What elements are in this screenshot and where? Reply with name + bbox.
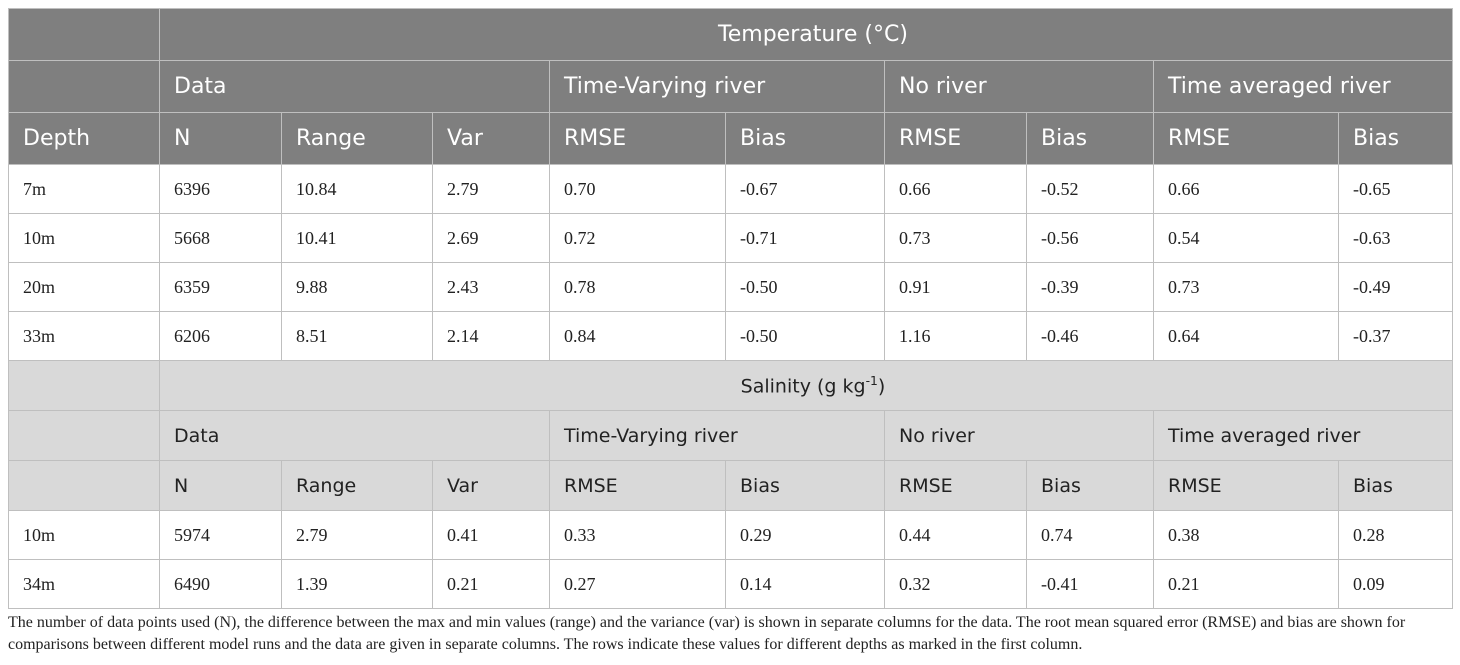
table-row: [9, 511, 1453, 560]
empty-corner-cell: [9, 361, 160, 411]
col-header-range: Range: [282, 461, 433, 511]
salinity-title-row: [9, 361, 1453, 411]
cell: -0.37: [1339, 312, 1453, 361]
cell: 8.51: [282, 312, 433, 361]
temperature-column-header-row: [9, 113, 1453, 165]
col-header-bias: Bias: [1339, 113, 1453, 165]
cell: 2.69: [433, 214, 550, 263]
cell: 1.39: [282, 560, 433, 609]
cell: 2.79: [282, 511, 433, 560]
salinity-title-close: ): [877, 375, 886, 398]
group-time-averaged-river: Time averaged river: [1154, 411, 1453, 461]
temperature-title-row: [9, 9, 1453, 61]
results-table: [8, 8, 1453, 609]
group-time-varying-river: Time-Varying river: [550, 61, 885, 113]
col-header-rmse: RMSE: [550, 113, 726, 165]
cell: 0.66: [885, 165, 1027, 214]
cell: 0.21: [1154, 560, 1339, 609]
cell: 6359: [160, 263, 282, 312]
col-header-var: Var: [433, 113, 550, 165]
cell: 0.14: [726, 560, 885, 609]
col-header-rmse: RMSE: [550, 461, 726, 511]
cell: 0.84: [550, 312, 726, 361]
cell: 6206: [160, 312, 282, 361]
col-header-var: Var: [433, 461, 550, 511]
cell: 0.09: [1339, 560, 1453, 609]
cell: 0.66: [1154, 165, 1339, 214]
cell: -0.41: [1027, 560, 1154, 609]
cell: 0.70: [550, 165, 726, 214]
cell: 0.91: [885, 263, 1027, 312]
empty-corner-cell: [9, 9, 160, 61]
col-header-rmse: RMSE: [885, 113, 1027, 165]
cell: 1.16: [885, 312, 1027, 361]
col-header-depth: Depth: [9, 113, 160, 165]
col-header-bias: Bias: [726, 113, 885, 165]
table-row: [9, 560, 1453, 609]
col-header-rmse: RMSE: [885, 461, 1027, 511]
col-header-n: N: [160, 113, 282, 165]
cell: 2.14: [433, 312, 550, 361]
cell: 0.72: [550, 214, 726, 263]
col-header-rmse: RMSE: [1154, 113, 1339, 165]
cell: -0.65: [1339, 165, 1453, 214]
col-header-depth: [9, 461, 160, 511]
col-header-bias: Bias: [726, 461, 885, 511]
cell: -0.49: [1339, 263, 1453, 312]
cell: 0.21: [433, 560, 550, 609]
cell: 0.28: [1339, 511, 1453, 560]
cell: -0.52: [1027, 165, 1154, 214]
table-caption: The number of data points used (N), the difference between the max and min values (range) and the variance (var) is shown in separate columns for the data. The root mean squared error (RMSE) and bias are shown for comparisons between different model runs and the data are given in separate columns. The rows indicate these values for different depths as marked in the first column.: [8, 614, 1406, 653]
group-data: Data: [160, 61, 550, 113]
cell: 7m: [9, 165, 160, 214]
cell: 5668: [160, 214, 282, 263]
temperature-group-row: [9, 61, 1453, 113]
table-row: [9, 214, 1453, 263]
cell: -0.50: [726, 312, 885, 361]
empty-corner-cell: [9, 61, 160, 113]
cell: 0.64: [1154, 312, 1339, 361]
cell: 20m: [9, 263, 160, 312]
salinity-group-row: [9, 411, 1453, 461]
col-header-rmse: RMSE: [1154, 461, 1339, 511]
cell: 0.41: [433, 511, 550, 560]
empty-corner-cell: [9, 411, 160, 461]
cell: -0.56: [1027, 214, 1154, 263]
cell: 0.27: [550, 560, 726, 609]
table-row: [9, 312, 1453, 361]
cell: 0.38: [1154, 511, 1339, 560]
cell: 9.88: [282, 263, 433, 312]
cell: 0.29: [726, 511, 885, 560]
cell: 10m: [9, 511, 160, 560]
cell: -0.71: [726, 214, 885, 263]
col-header-bias: Bias: [1339, 461, 1453, 511]
cell: 33m: [9, 312, 160, 361]
cell: -0.50: [726, 263, 885, 312]
group-no-river: No river: [885, 411, 1154, 461]
cell: 0.33: [550, 511, 726, 560]
cell: 2.79: [433, 165, 550, 214]
cell: 34m: [9, 560, 160, 609]
cell: 6490: [160, 560, 282, 609]
cell: 0.32: [885, 560, 1027, 609]
cell: 5974: [160, 511, 282, 560]
table-row: [9, 263, 1453, 312]
salinity-column-header-row: [9, 461, 1453, 511]
col-header-bias: Bias: [1027, 461, 1154, 511]
cell: 0.73: [885, 214, 1027, 263]
temperature-title: Temperature (°C): [160, 9, 1453, 61]
cell: 2.43: [433, 263, 550, 312]
cell: 0.73: [1154, 263, 1339, 312]
cell: -0.46: [1027, 312, 1154, 361]
col-header-bias: Bias: [1027, 113, 1154, 165]
group-no-river: No river: [885, 61, 1154, 113]
cell: 10.41: [282, 214, 433, 263]
cell: -0.39: [1027, 263, 1154, 312]
table-row: [9, 165, 1453, 214]
cell: -0.63: [1339, 214, 1453, 263]
cell: 10m: [9, 214, 160, 263]
cell: 0.74: [1027, 511, 1154, 560]
salinity-title-main: Salinity (g kg: [740, 375, 866, 398]
cell: 10.84: [282, 165, 433, 214]
group-data: Data: [160, 411, 550, 461]
group-time-varying-river: Time-Varying river: [550, 411, 885, 461]
salinity-title: [160, 361, 1453, 411]
cell: -0.67: [726, 165, 885, 214]
col-header-range: Range: [282, 113, 433, 165]
cell: 6396: [160, 165, 282, 214]
col-header-n: N: [160, 461, 282, 511]
group-time-averaged-river: Time averaged river: [1154, 61, 1453, 113]
cell: 0.54: [1154, 214, 1339, 263]
salinity-title-exponent: -1: [865, 373, 878, 388]
cell: 0.44: [885, 511, 1027, 560]
cell: 0.78: [550, 263, 726, 312]
